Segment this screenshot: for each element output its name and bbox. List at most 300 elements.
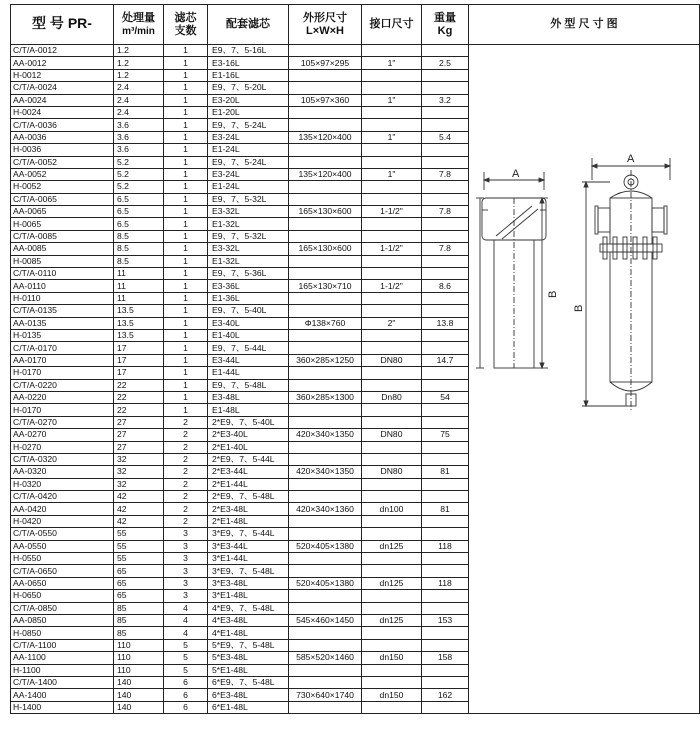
cell-qty: 5 xyxy=(164,652,208,664)
cell-filter: E3-32L xyxy=(208,243,289,255)
cell-port xyxy=(362,367,422,379)
cell-filter: 3*E1-44L xyxy=(208,553,289,565)
cell-filter: E1-24L xyxy=(208,144,289,156)
cell-model: AA-1100 xyxy=(11,652,114,664)
cell-qty: 1 xyxy=(164,255,208,267)
header-figure: 外 型 尺 寸 图 xyxy=(469,5,700,45)
cell-weight xyxy=(422,515,469,527)
cell-flow: 27 xyxy=(114,429,164,441)
cell-model: H-0085 xyxy=(11,255,114,267)
cell-qty: 4 xyxy=(164,614,208,626)
cell-dimensions: 165×130×600 xyxy=(289,243,362,255)
cell-model: C/T/A-0085 xyxy=(11,230,114,242)
cell-port xyxy=(362,590,422,602)
cell-qty: 1 xyxy=(164,82,208,94)
cell-flow: 17 xyxy=(114,342,164,354)
cell-filter: E1-40L xyxy=(208,329,289,341)
cell-weight xyxy=(422,664,469,676)
cell-weight xyxy=(422,119,469,131)
cell-flow: 85 xyxy=(114,614,164,626)
cell-dimensions: 135×120×400 xyxy=(289,168,362,180)
cell-filter: 3*E1-48L xyxy=(208,590,289,602)
cell-flow: 17 xyxy=(114,354,164,366)
cell-weight: 13.8 xyxy=(422,317,469,329)
cell-dimensions xyxy=(289,193,362,205)
cell-port xyxy=(362,329,422,341)
cell-qty: 1 xyxy=(164,367,208,379)
cell-model: H-0170 xyxy=(11,404,114,416)
cell-flow: 6.5 xyxy=(114,193,164,205)
cell-filter: 2*E9、7、5-40L xyxy=(208,416,289,428)
cell-weight: 8.6 xyxy=(422,280,469,292)
cell-weight: 2.5 xyxy=(422,57,469,69)
cell-qty: 3 xyxy=(164,590,208,602)
cell-qty: 1 xyxy=(164,45,208,57)
cell-dimensions: 420×340×1350 xyxy=(289,466,362,478)
cell-port xyxy=(362,119,422,131)
cell-model: AA-0135 xyxy=(11,317,114,329)
cell-flow: 22 xyxy=(114,391,164,403)
cell-port: DN80 xyxy=(362,354,422,366)
cell-dimensions xyxy=(289,491,362,503)
cell-qty: 3 xyxy=(164,540,208,552)
cell-qty: 1 xyxy=(164,379,208,391)
cell-weight xyxy=(422,404,469,416)
cell-weight xyxy=(422,255,469,267)
cell-flow: 32 xyxy=(114,466,164,478)
cell-filter: 5*E9、7、5-48L xyxy=(208,639,289,651)
cell-port xyxy=(362,453,422,465)
cell-weight xyxy=(422,528,469,540)
cell-model: H-0135 xyxy=(11,329,114,341)
cell-qty: 6 xyxy=(164,689,208,701)
cell-model: C/T/A-0036 xyxy=(11,119,114,131)
cell-dimensions: 420×340×1360 xyxy=(289,503,362,515)
cell-qty: 3 xyxy=(164,553,208,565)
cell-weight: 75 xyxy=(422,429,469,441)
cell-filter: E9、7、5-44L xyxy=(208,342,289,354)
cell-port xyxy=(362,602,422,614)
cell-model: AA-0650 xyxy=(11,577,114,589)
cell-flow: 65 xyxy=(114,590,164,602)
cell-model: C/T/A-0024 xyxy=(11,82,114,94)
cell-flow: 17 xyxy=(114,367,164,379)
cell-port: 2" xyxy=(362,317,422,329)
cell-flow: 65 xyxy=(114,565,164,577)
cell-weight: 81 xyxy=(422,466,469,478)
cell-model: AA-0024 xyxy=(11,94,114,106)
cell-port xyxy=(362,515,422,527)
cell-flow: 140 xyxy=(114,701,164,713)
cell-port xyxy=(362,441,422,453)
cell-qty: 1 xyxy=(164,243,208,255)
cell-weight xyxy=(422,602,469,614)
cell-flow: 32 xyxy=(114,478,164,490)
cell-dimensions xyxy=(289,367,362,379)
cell-dimensions xyxy=(289,602,362,614)
cell-qty: 1 xyxy=(164,144,208,156)
cell-dimensions: 545×460×1450 xyxy=(289,614,362,626)
cell-dimensions: 730×640×1740 xyxy=(289,689,362,701)
cell-weight xyxy=(422,453,469,465)
cell-weight xyxy=(422,553,469,565)
cell-port: 1" xyxy=(362,94,422,106)
cell-weight: 54 xyxy=(422,391,469,403)
cell-port xyxy=(362,379,422,391)
cell-model: AA-0012 xyxy=(11,57,114,69)
cell-weight xyxy=(422,144,469,156)
cell-dimensions xyxy=(289,255,362,267)
cell-weight xyxy=(422,305,469,317)
cell-weight xyxy=(422,639,469,651)
cell-dimensions xyxy=(289,119,362,131)
cell-weight: 81 xyxy=(422,503,469,515)
cell-weight: 153 xyxy=(422,614,469,626)
cell-port xyxy=(362,156,422,168)
cell-flow: 6.5 xyxy=(114,206,164,218)
cell-flow: 13.5 xyxy=(114,305,164,317)
cell-flow: 32 xyxy=(114,453,164,465)
cell-model: AA-0085 xyxy=(11,243,114,255)
cell-filter: E9、7、5-32L xyxy=(208,230,289,242)
cell-qty: 1 xyxy=(164,404,208,416)
cell-filter: E9、7、5-20L xyxy=(208,82,289,94)
cell-model: H-1400 xyxy=(11,701,114,713)
cell-model: C/T/A-0420 xyxy=(11,491,114,503)
cell-dimensions: 360×285×1250 xyxy=(289,354,362,366)
cell-dimensions: 520×405×1380 xyxy=(289,577,362,589)
cell-flow: 5.2 xyxy=(114,181,164,193)
cell-weight xyxy=(422,590,469,602)
cell-port: dn125 xyxy=(362,540,422,552)
cell-filter: E1-20L xyxy=(208,106,289,118)
cell-qty: 1 xyxy=(164,193,208,205)
cell-filter: 6*E9、7、5-48L xyxy=(208,676,289,688)
cell-weight xyxy=(422,193,469,205)
cell-model: C/T/A-0850 xyxy=(11,602,114,614)
cell-flow: 3.6 xyxy=(114,144,164,156)
cell-port xyxy=(362,528,422,540)
cell-qty: 4 xyxy=(164,602,208,614)
cell-flow: 55 xyxy=(114,540,164,552)
cell-port xyxy=(362,218,422,230)
cell-weight xyxy=(422,106,469,118)
cell-dimensions xyxy=(289,69,362,81)
header-port: 接口尺寸 xyxy=(362,5,422,45)
cell-dimensions xyxy=(289,664,362,676)
cell-filter: E3-24L xyxy=(208,131,289,143)
cell-flow: 5.2 xyxy=(114,156,164,168)
cell-filter: E1-24L xyxy=(208,181,289,193)
cell-flow: 85 xyxy=(114,627,164,639)
cell-model: H-0110 xyxy=(11,292,114,304)
cell-flow: 2.4 xyxy=(114,94,164,106)
cell-filter: 2*E3-40L xyxy=(208,429,289,441)
cell-weight: 14.7 xyxy=(422,354,469,366)
cell-model: C/T/A-0220 xyxy=(11,379,114,391)
cell-dimensions xyxy=(289,676,362,688)
cell-dimensions: 105×97×295 xyxy=(289,57,362,69)
cell-model: AA-0850 xyxy=(11,614,114,626)
cell-qty: 2 xyxy=(164,491,208,503)
cell-model: C/T/A-1400 xyxy=(11,676,114,688)
cell-model: AA-0036 xyxy=(11,131,114,143)
cell-port xyxy=(362,230,422,242)
cell-weight: 7.8 xyxy=(422,206,469,218)
cell-weight xyxy=(422,416,469,428)
cell-model: AA-0420 xyxy=(11,503,114,515)
cell-dimensions xyxy=(289,144,362,156)
cell-qty: 1 xyxy=(164,230,208,242)
cell-flow: 1.2 xyxy=(114,69,164,81)
cell-port xyxy=(362,565,422,577)
cell-model: H-0065 xyxy=(11,218,114,230)
cell-flow: 3.6 xyxy=(114,131,164,143)
cell-dimensions xyxy=(289,292,362,304)
cell-filter: E3-20L xyxy=(208,94,289,106)
cell-filter: 4*E3-48L xyxy=(208,614,289,626)
cell-weight xyxy=(422,181,469,193)
table-row xyxy=(11,45,700,57)
cell-filter: E9、7、5-24L xyxy=(208,119,289,131)
cell-dimensions xyxy=(289,515,362,527)
cell-filter: 3*E9、7、5-44L xyxy=(208,528,289,540)
cell-flow: 110 xyxy=(114,639,164,651)
cell-dimensions xyxy=(289,453,362,465)
cell-dimensions: 360×285×1300 xyxy=(289,391,362,403)
cell-dimensions xyxy=(289,181,362,193)
cell-filter: 5*E1-48L xyxy=(208,664,289,676)
cell-weight xyxy=(422,627,469,639)
cell-filter: 2*E9、7、5-48L xyxy=(208,491,289,503)
cell-flow: 55 xyxy=(114,528,164,540)
cell-dimensions xyxy=(289,590,362,602)
cell-dimensions: 135×120×400 xyxy=(289,131,362,143)
cell-filter: 2*E1-40L xyxy=(208,441,289,453)
cell-qty: 6 xyxy=(164,701,208,713)
cell-filter: E9、7、5-40L xyxy=(208,305,289,317)
cell-model: H-0270 xyxy=(11,441,114,453)
cell-qty: 1 xyxy=(164,131,208,143)
cell-flow: 110 xyxy=(114,664,164,676)
cell-qty: 1 xyxy=(164,168,208,180)
cell-dimensions xyxy=(289,45,362,57)
cell-weight xyxy=(422,342,469,354)
cell-filter: E1-16L xyxy=(208,69,289,81)
cell-weight xyxy=(422,478,469,490)
cell-port xyxy=(362,404,422,416)
header-weight: 重量 Kg xyxy=(422,5,469,45)
cell-model: AA-0110 xyxy=(11,280,114,292)
cell-weight xyxy=(422,491,469,503)
cell-flow: 110 xyxy=(114,652,164,664)
cell-weight xyxy=(422,565,469,577)
cell-flow: 42 xyxy=(114,503,164,515)
cell-qty: 1 xyxy=(164,69,208,81)
cell-weight xyxy=(422,230,469,242)
cell-port xyxy=(362,193,422,205)
cell-dimensions xyxy=(289,82,362,94)
cell-filter: 6*E3-48L xyxy=(208,689,289,701)
cell-filter: 4*E1-48L xyxy=(208,627,289,639)
cell-filter: 5*E3-48L xyxy=(208,652,289,664)
cell-flow: 11 xyxy=(114,268,164,280)
cell-port: dn125 xyxy=(362,614,422,626)
small-filter-drawing xyxy=(476,172,548,368)
cell-flow: 27 xyxy=(114,416,164,428)
cell-qty: 1 xyxy=(164,317,208,329)
cell-filter: E9、7、5-36L xyxy=(208,268,289,280)
cell-qty: 1 xyxy=(164,218,208,230)
cell-flow: 55 xyxy=(114,553,164,565)
cell-qty: 2 xyxy=(164,515,208,527)
cell-qty: 1 xyxy=(164,156,208,168)
cell-qty: 1 xyxy=(164,181,208,193)
cell-dimensions: 420×340×1350 xyxy=(289,429,362,441)
cell-qty: 2 xyxy=(164,466,208,478)
cell-port xyxy=(362,305,422,317)
cell-qty: 3 xyxy=(164,565,208,577)
cell-model: H-0550 xyxy=(11,553,114,565)
cell-dimensions: 165×130×710 xyxy=(289,280,362,292)
cell-weight xyxy=(422,441,469,453)
cell-qty: 4 xyxy=(164,627,208,639)
cell-flow: 2.4 xyxy=(114,82,164,94)
cell-filter: E1-32L xyxy=(208,218,289,230)
cell-model: C/T/A-0135 xyxy=(11,305,114,317)
cell-port xyxy=(362,106,422,118)
cell-port xyxy=(362,268,422,280)
cell-qty: 1 xyxy=(164,57,208,69)
cell-model: AA-0170 xyxy=(11,354,114,366)
cell-weight xyxy=(422,329,469,341)
cell-port xyxy=(362,144,422,156)
cell-dimensions xyxy=(289,565,362,577)
small-dim-b-label: B xyxy=(547,290,559,298)
cell-port: dn100 xyxy=(362,503,422,515)
cell-weight xyxy=(422,701,469,713)
header-flow: 处理量 m³/min xyxy=(114,5,164,45)
cell-qty: 1 xyxy=(164,280,208,292)
cell-qty: 5 xyxy=(164,664,208,676)
cell-flow: 85 xyxy=(114,602,164,614)
cell-weight: 7.8 xyxy=(422,243,469,255)
cell-filter: E3-16L xyxy=(208,57,289,69)
cell-qty: 2 xyxy=(164,453,208,465)
cell-model: AA-0550 xyxy=(11,540,114,552)
cell-qty: 1 xyxy=(164,292,208,304)
cell-model: AA-0220 xyxy=(11,391,114,403)
cell-filter: E3-36L xyxy=(208,280,289,292)
cell-dimensions: Φ138×760 xyxy=(289,317,362,329)
cell-dimensions xyxy=(289,305,362,317)
cell-weight xyxy=(422,367,469,379)
cell-flow: 8.5 xyxy=(114,243,164,255)
cell-port xyxy=(362,664,422,676)
cell-port: dn150 xyxy=(362,652,422,664)
header-filter: 配套滤芯 xyxy=(208,5,289,45)
cell-weight xyxy=(422,292,469,304)
cell-dimensions xyxy=(289,268,362,280)
cell-qty: 2 xyxy=(164,503,208,515)
large-dim-b-label: B xyxy=(573,304,585,312)
cell-qty: 1 xyxy=(164,329,208,341)
cell-qty: 5 xyxy=(164,639,208,651)
cell-weight xyxy=(422,156,469,168)
cell-port: dn125 xyxy=(362,577,422,589)
cell-model: C/T/A-0052 xyxy=(11,156,114,168)
cell-port: Dn80 xyxy=(362,391,422,403)
cell-filter: 2*E9、7、5-44L xyxy=(208,453,289,465)
cell-model: H-0320 xyxy=(11,478,114,490)
cell-model: H-0052 xyxy=(11,181,114,193)
cell-flow: 65 xyxy=(114,577,164,589)
cell-port xyxy=(362,639,422,651)
cell-model: C/T/A-0012 xyxy=(11,45,114,57)
cell-weight: 7.8 xyxy=(422,168,469,180)
cell-flow: 8.5 xyxy=(114,230,164,242)
cell-port xyxy=(362,255,422,267)
cell-qty: 1 xyxy=(164,94,208,106)
cell-filter: 3*E3-44L xyxy=(208,540,289,552)
cell-weight xyxy=(422,676,469,688)
cell-qty: 1 xyxy=(164,268,208,280)
cell-model: C/T/A-0110 xyxy=(11,268,114,280)
cell-model: H-0650 xyxy=(11,590,114,602)
cell-port: dn150 xyxy=(362,689,422,701)
cell-dimensions xyxy=(289,329,362,341)
cell-qty: 1 xyxy=(164,354,208,366)
cell-port xyxy=(362,553,422,565)
cell-qty: 2 xyxy=(164,429,208,441)
cell-qty: 2 xyxy=(164,416,208,428)
cell-flow: 13.5 xyxy=(114,317,164,329)
cell-dimensions xyxy=(289,218,362,230)
cell-port xyxy=(362,292,422,304)
cell-filter: E9、7、5-48L xyxy=(208,379,289,391)
cell-model: AA-0270 xyxy=(11,429,114,441)
cell-dimensions: 520×405×1380 xyxy=(289,540,362,552)
cell-filter: 3*E3-48L xyxy=(208,577,289,589)
cell-flow: 13.5 xyxy=(114,329,164,341)
cell-qty: 1 xyxy=(164,119,208,131)
cell-flow: 22 xyxy=(114,404,164,416)
cell-weight: 3.2 xyxy=(422,94,469,106)
cell-dimensions xyxy=(289,404,362,416)
cell-port: 1" xyxy=(362,131,422,143)
cell-flow: 8.5 xyxy=(114,255,164,267)
cell-model: H-0170 xyxy=(11,367,114,379)
cell-port xyxy=(362,82,422,94)
cell-weight xyxy=(422,69,469,81)
cell-flow: 11 xyxy=(114,280,164,292)
cell-dimensions xyxy=(289,342,362,354)
cell-flow: 5.2 xyxy=(114,168,164,180)
cell-filter: E3-48L xyxy=(208,391,289,403)
cell-dimensions xyxy=(289,553,362,565)
cell-dimensions xyxy=(289,441,362,453)
cell-filter: 4*E9、7、5-48L xyxy=(208,602,289,614)
cell-port xyxy=(362,416,422,428)
cell-model: C/T/A-0320 xyxy=(11,453,114,465)
cell-weight xyxy=(422,82,469,94)
cell-model: AA-1400 xyxy=(11,689,114,701)
cell-weight xyxy=(422,218,469,230)
cell-port xyxy=(362,701,422,713)
cell-model: H-1100 xyxy=(11,664,114,676)
cell-port: DN80 xyxy=(362,429,422,441)
cell-dimensions xyxy=(289,701,362,713)
